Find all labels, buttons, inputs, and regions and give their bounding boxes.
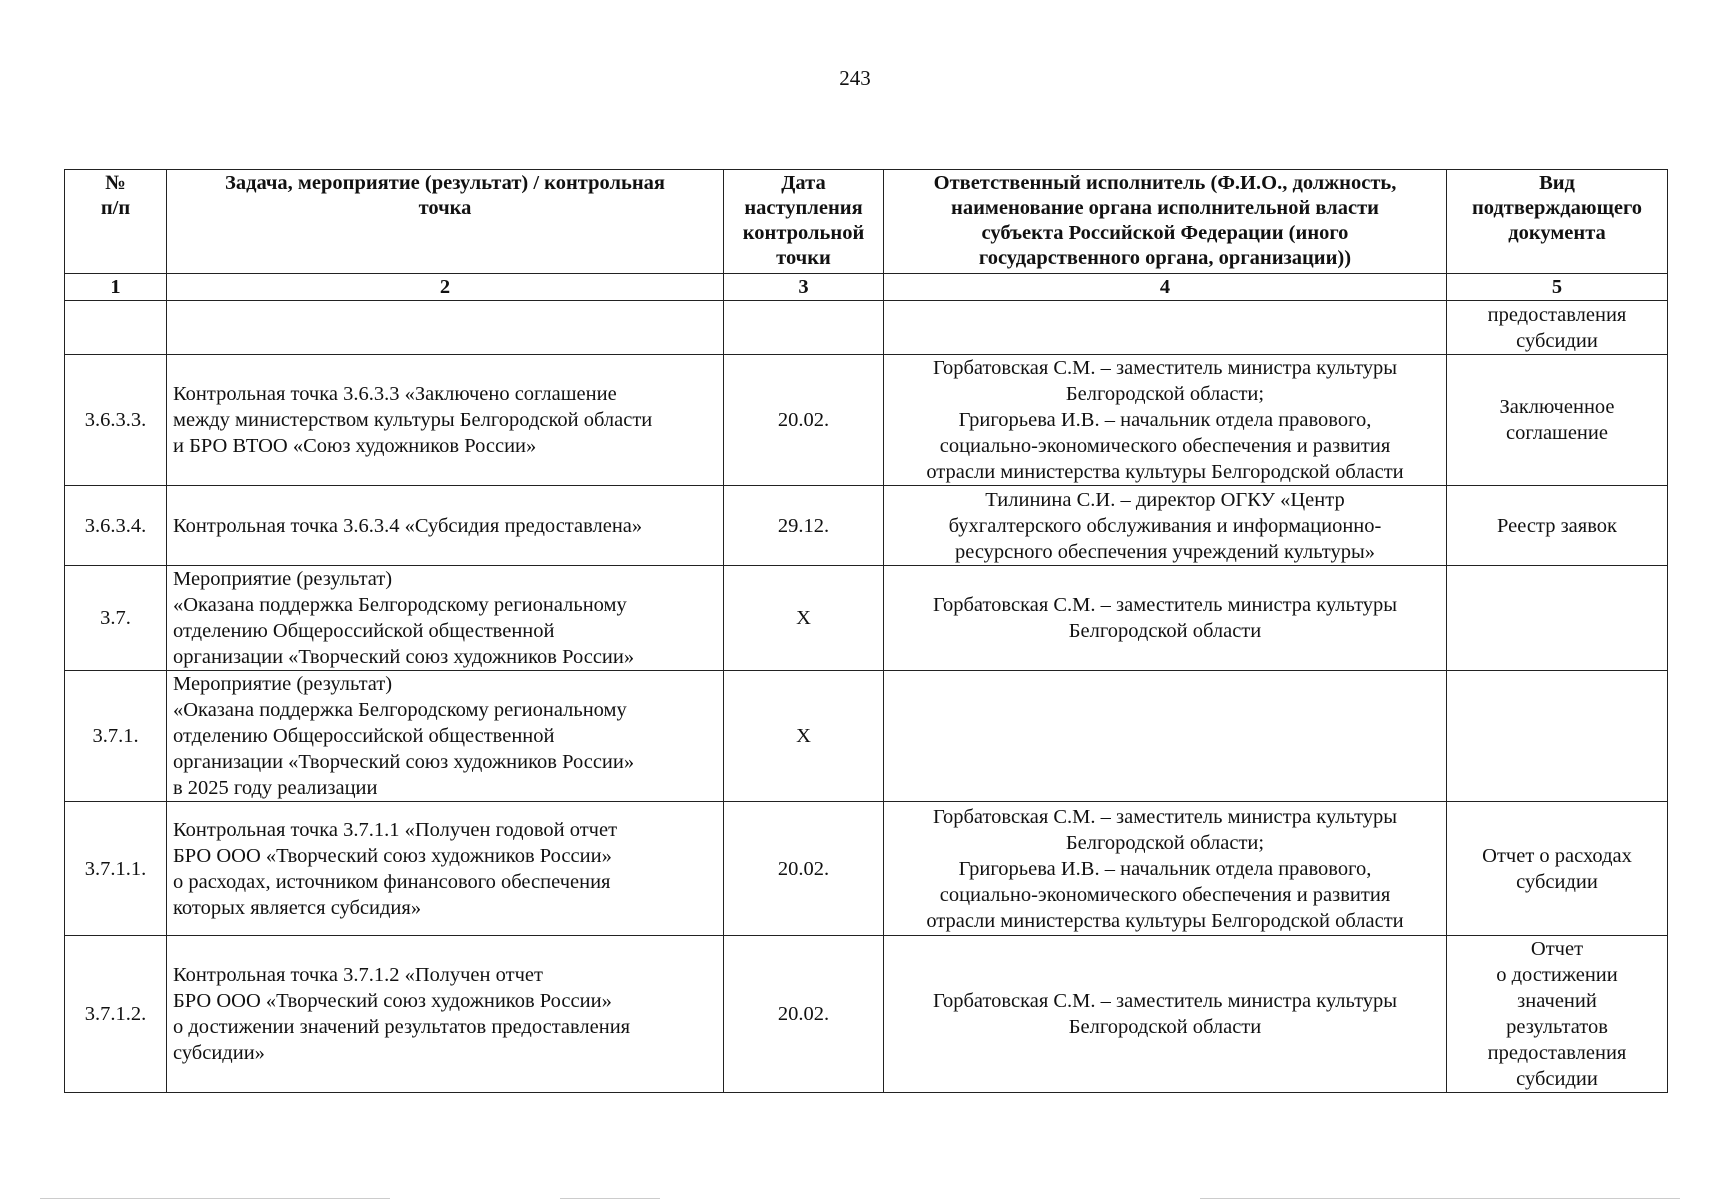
column-number-row — [65, 274, 1668, 301]
table-row — [65, 486, 1668, 566]
scan-edge-line — [560, 1198, 660, 1199]
row-date: Х — [724, 671, 884, 802]
row-task: Контрольная точка 3.7.1.1 «Получен годовой отчет БРО ООО «Творческий союз художников России» о расходах, источником финансового обеспечения которых является субсидия» — [167, 802, 724, 936]
header-task: Задача, мероприятие (результат) / контрольная точка — [167, 170, 724, 274]
row-document: Отчет о расходах субсидии — [1447, 802, 1668, 936]
header-document: Вид подтверждающего документа — [1447, 170, 1668, 274]
row-task: Контрольная точка 3.6.3.3 «Заключено соглашение между министерством культуры Белгородской области и БРО ВТОО «Союз художников России» — [167, 355, 724, 486]
row-document: Отчет о достижении значений результатов предоставления субсидии — [1447, 936, 1668, 1093]
row-number — [65, 301, 167, 355]
row-responsible: Горбатовская С.М. – заместитель министра культуры Белгородской области — [884, 936, 1447, 1093]
row-date: 29.12. — [724, 486, 884, 566]
page-number: 243 — [839, 66, 871, 90]
row-responsible: Горбатовская С.М. – заместитель министра культуры Белгородской области; Григорьева И.В. – начальник отдела правового, социально-экономического обеспечения и развития отрасли министерства культуры Белгородской области — [884, 802, 1447, 936]
scan-edge-line — [1200, 1198, 1680, 1199]
table-header-row — [65, 170, 1668, 274]
table-row — [65, 936, 1668, 1093]
row-number: 3.7.1. — [65, 671, 167, 802]
column-number: 2 — [167, 274, 724, 301]
row-number: 3.7.1.1. — [65, 802, 167, 936]
row-task: Мероприятие (результат) «Оказана поддержка Белгородскому региональному отделению Общероссийской общественной организации «Творческий союз художников России» — [167, 566, 724, 671]
row-task: Мероприятие (результат) «Оказана поддержка Белгородскому региональному отделению Общероссийской общественной организации «Творческий союз художников России» в 2025 году реализации — [167, 671, 724, 802]
row-document — [1447, 671, 1668, 802]
table-row — [65, 671, 1668, 802]
table-row — [65, 355, 1668, 486]
row-responsible: Тилинина С.И. – директор ОГКУ «Центр бухгалтерского обслуживания и информационно- ресурсного обеспечения учреждений культуры» — [884, 486, 1447, 566]
row-responsible: Горбатовская С.М. – заместитель министра культуры Белгородской области; Григорьева И.В. – начальник отдела правового, социально-экономического обеспечения и развития отрасли министерства культуры Белгородской области — [884, 355, 1447, 486]
row-document: Реестр заявок — [1447, 486, 1668, 566]
row-document — [1447, 566, 1668, 671]
row-number: 3.6.3.4. — [65, 486, 167, 566]
row-date: 20.02. — [724, 936, 884, 1093]
table-row — [65, 301, 1668, 355]
control-points-table — [64, 169, 1668, 1093]
row-date: Х — [724, 566, 884, 671]
row-number: 3.7. — [65, 566, 167, 671]
row-number: 3.7.1.2. — [65, 936, 167, 1093]
column-number: 4 — [884, 274, 1447, 301]
header-date: Дата наступления контрольной точки — [724, 170, 884, 274]
row-responsible — [884, 671, 1447, 802]
row-responsible: Горбатовская С.М. – заместитель министра культуры Белгородской области — [884, 566, 1447, 671]
column-number: 3 — [724, 274, 884, 301]
column-number: 5 — [1447, 274, 1668, 301]
row-date — [724, 301, 884, 355]
row-date: 20.02. — [724, 802, 884, 936]
column-number: 1 — [65, 274, 167, 301]
table-row — [65, 566, 1668, 671]
scan-edge-line — [40, 1198, 390, 1199]
row-responsible — [884, 301, 1447, 355]
header-responsible: Ответственный исполнитель (Ф.И.О., должность, наименование органа исполнительной власти субъекта Российской Федерации (иного государственного органа, организации)) — [884, 170, 1447, 274]
row-task: Контрольная точка 3.6.3.4 «Субсидия предоставлена» — [167, 486, 724, 566]
row-date: 20.02. — [724, 355, 884, 486]
row-task: Контрольная точка 3.7.1.2 «Получен отчет БРО ООО «Творческий союз художников России» о достижении значений результатов предоставления субсидии» — [167, 936, 724, 1093]
row-document: Заключенное соглашение — [1447, 355, 1668, 486]
row-task — [167, 301, 724, 355]
row-document: предоставления субсидии — [1447, 301, 1668, 355]
table-row — [65, 802, 1668, 936]
row-number: 3.6.3.3. — [65, 355, 167, 486]
header-number: № п/п — [65, 170, 167, 274]
